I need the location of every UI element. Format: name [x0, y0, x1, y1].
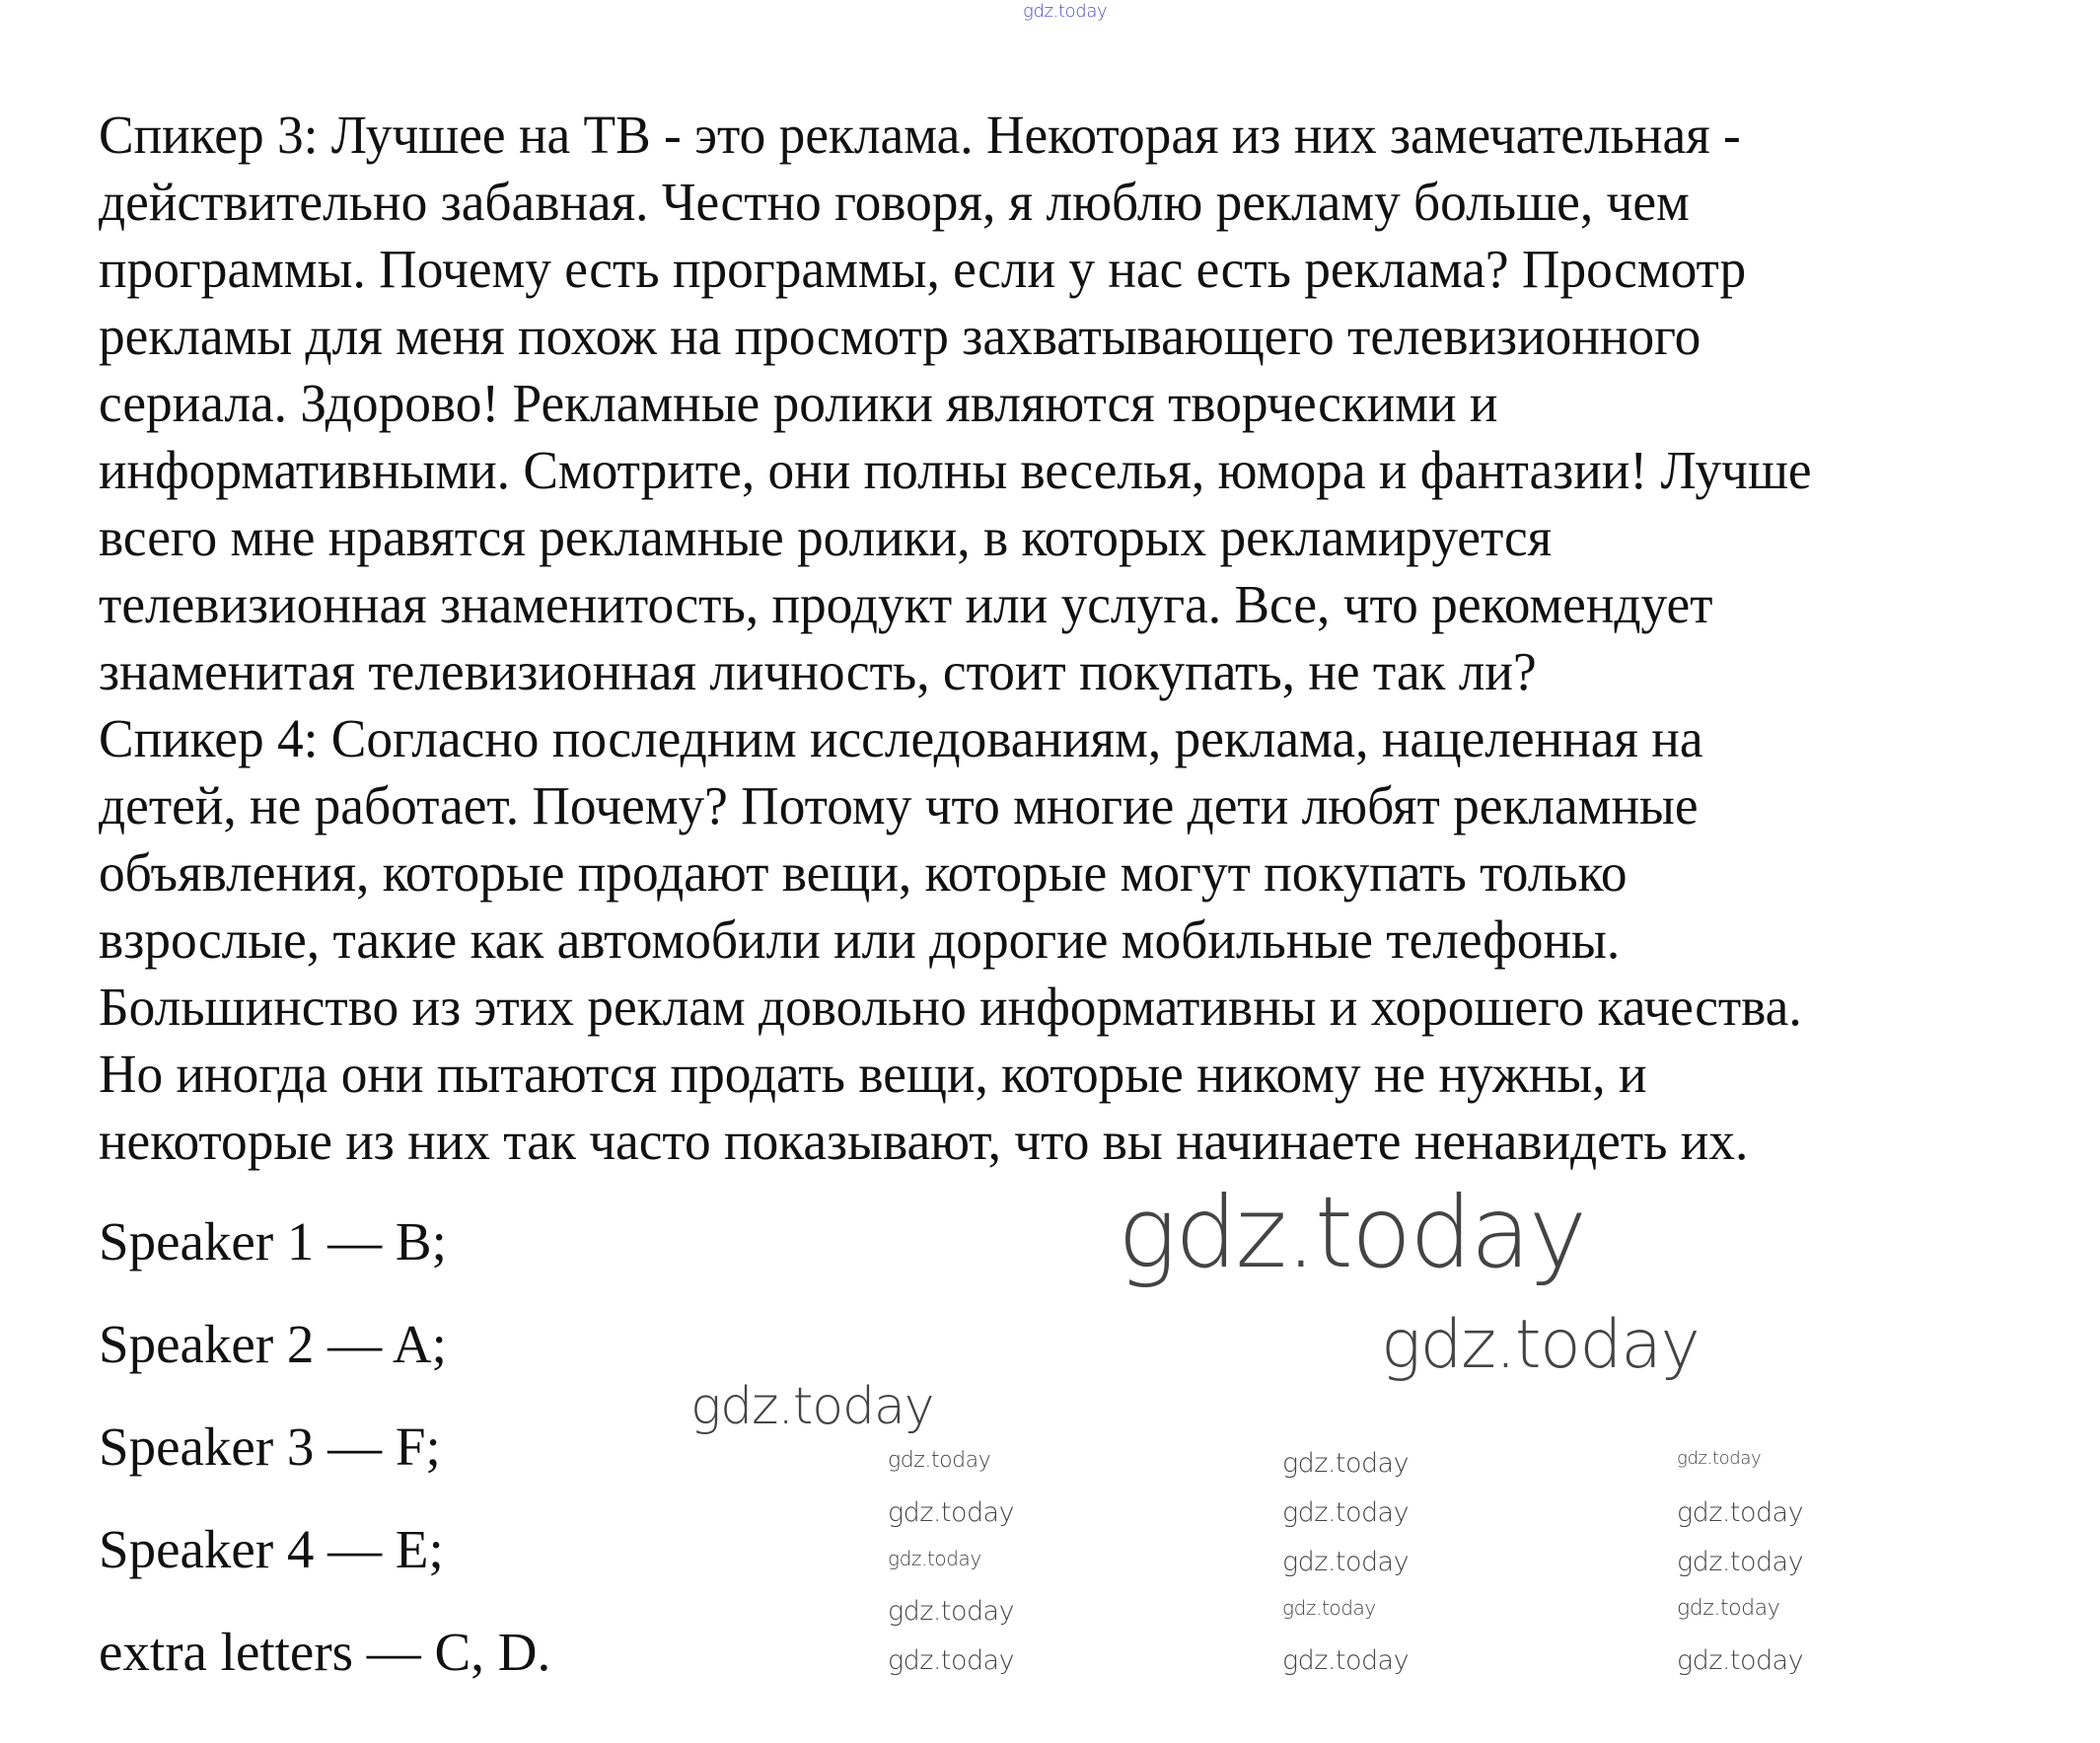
answer-line: Speaker 3 — F;: [99, 1416, 441, 1477]
watermark: gdz.today: [1118, 1175, 1586, 1290]
watermark: gdz.today: [1677, 1547, 1804, 1577]
text-line: всего мне нравятся рекламные ролики, в которых рекламируется: [99, 507, 1553, 567]
watermark: gdz.today: [888, 1448, 991, 1473]
text-line: знаменитая телевизионная личность, стоит покупать, не так ли?: [99, 641, 1537, 701]
answer-line: Speaker 2 — A;: [99, 1314, 447, 1374]
text-line: Спикер 4: Согласно последним исследованиям, реклама, нацеленная на: [99, 708, 1703, 768]
watermark: gdz.today: [690, 1377, 934, 1436]
text-line: рекламы для меня похож на просмотр захватывающего телевизионного: [99, 306, 1702, 366]
watermark: gdz.today: [1282, 1497, 1410, 1528]
watermark: gdz.today: [888, 1645, 1015, 1676]
watermark: gdz.today: [888, 1596, 1015, 1627]
watermark: gdz.today: [888, 1497, 1015, 1528]
answer-line: Speaker 1 — B;: [99, 1211, 447, 1271]
text-line: Спикер 3: Лучшее на ТВ - это реклама. Некоторая из них замечательная -: [99, 105, 1741, 165]
text-line: информативными. Смотрите, они полны веселья, юмора и фантазии! Лучше: [99, 440, 1812, 500]
watermark: gdz.today: [1677, 1448, 1762, 1469]
watermark: gdz.today: [888, 1547, 981, 1570]
text-line: некоторые из них так часто показывают, что вы начинаете ненавидеть их.: [99, 1111, 1749, 1171]
text-line: действительно забавная. Честно говоря, я люблю рекламу больше, чем: [99, 172, 1690, 232]
text-line: объявления, которые продают вещи, которые могут покупать только: [99, 842, 1628, 903]
text-line: Но иногда они пытаются продать вещи, которые никому не нужны, и: [99, 1044, 1647, 1104]
watermark: gdz.today: [1023, 1, 1108, 22]
watermark: gdz.today: [1677, 1497, 1804, 1528]
text-line: детей, не работает. Почему? Потому что многие дети любят рекламные: [99, 775, 1699, 835]
answer-key: [99, 1191, 550, 1704]
watermark: gdz.today: [1677, 1596, 1780, 1621]
text-line: сериала. Здорово! Рекламные ролики являются творческими и: [99, 373, 1498, 433]
answer-line: extra letters — C, D.: [99, 1622, 551, 1682]
watermark: gdz.today: [1677, 1645, 1804, 1676]
watermark: gdz.today: [1282, 1596, 1376, 1620]
speaker-transcript: [99, 102, 2071, 1175]
watermark: gdz.today: [1282, 1448, 1410, 1479]
text-line: Большинство из этих реклам довольно информативны и хорошего качества.: [99, 977, 1802, 1037]
watermark: gdz.today: [1282, 1645, 1410, 1676]
text-line: взрослые, такие как автомобили или дорогие мобильные телефоны.: [99, 909, 1621, 970]
text-line: телевизионная знаменитость, продукт или услуга. Все, что рекомендует: [99, 574, 1713, 634]
answer-line: Speaker 4 — E;: [99, 1519, 444, 1579]
watermark: gdz.today: [1381, 1306, 1700, 1384]
watermark: gdz.today: [1282, 1547, 1410, 1577]
text-line: программы. Почему есть программы, если у нас есть реклама? Просмотр: [99, 239, 1747, 299]
